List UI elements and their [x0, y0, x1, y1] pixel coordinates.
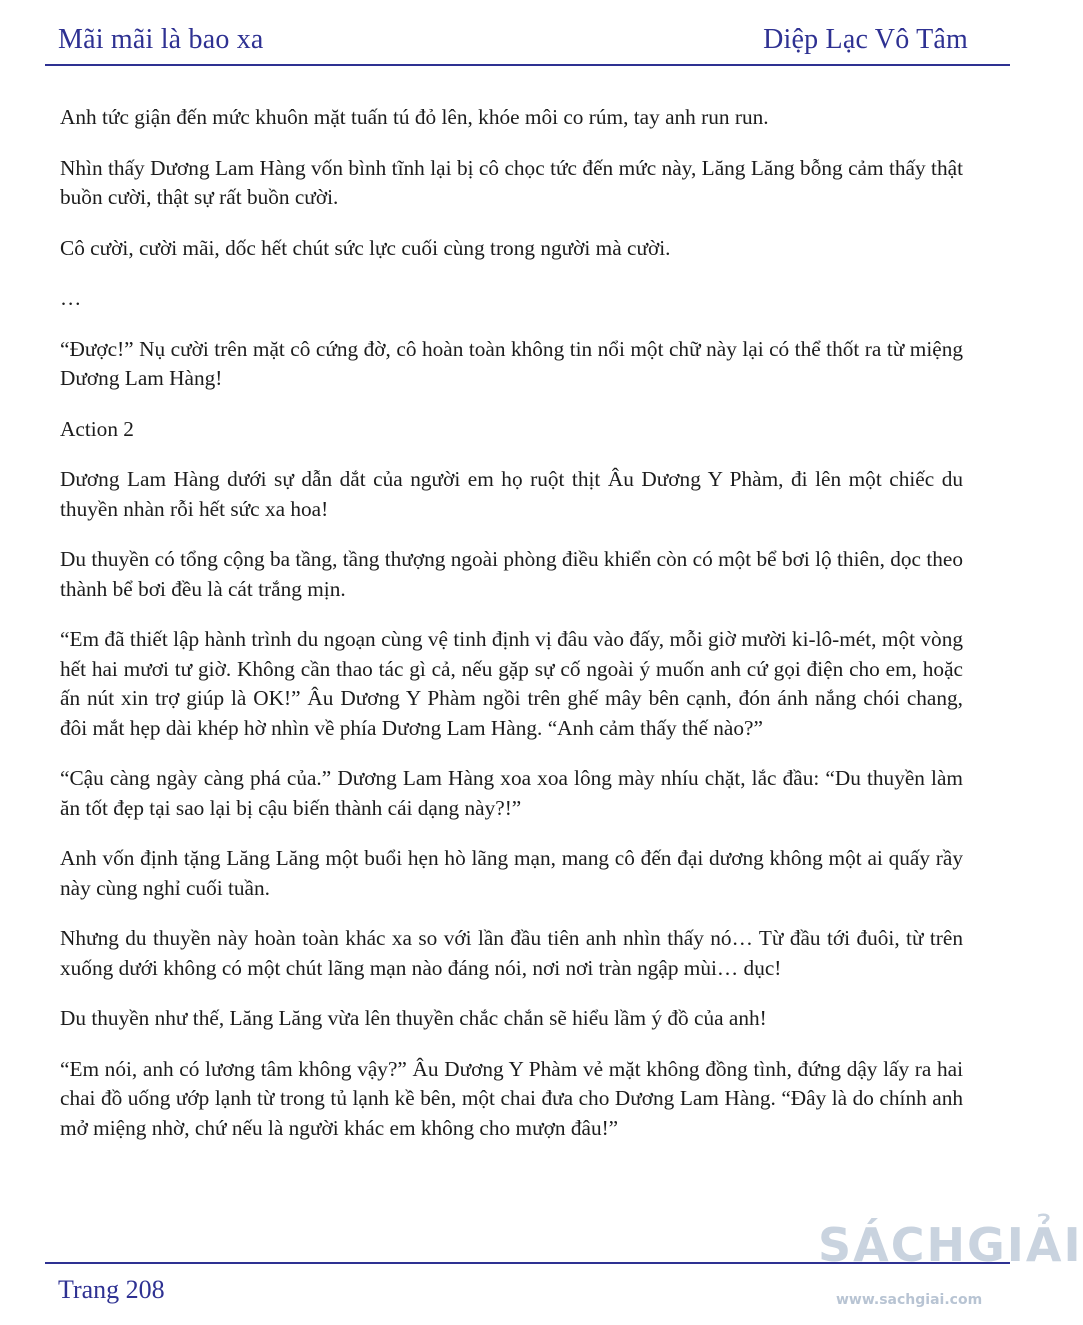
book-title: Mãi mãi là bao xa	[58, 24, 264, 55]
header-divider	[45, 64, 1010, 66]
paragraph-5: “Được!” Nụ cười trên mặt cô cứng đờ, cô hoàn toàn không tin nổi một chữ này lại có thể thốt ra từ miệng Dương Lam Hàng!	[60, 336, 963, 390]
section-heading: Action 2	[60, 416, 134, 441]
ellipsis-separator: …	[60, 286, 82, 310]
paragraph-11: Anh vốn định tặng Lăng Lăng một buổi hẹn hò lãng mạn, mang cô đến đại dương không một ai quấy rầy này cùng nghỉ cuối tuần.	[60, 846, 963, 900]
paragraph-12: Nhưng du thuyền này hoàn toàn khác xa so với lần đầu tiên anh nhìn thấy nó… Từ đầu tới đuôi, từ trên xuống dưới không có một chút lãng mạn nào đáng nói, nơi nơi tràn ngập mùi… dục!	[60, 926, 963, 980]
paragraph-8: Du thuyền có tổng cộng ba tầng, tầng thượng ngoài phòng điều khiển còn có một bể bơi lộ thiên, dọc theo thành bể bơi đều là cát trắng mịn.	[60, 547, 963, 601]
paragraph-14: “Em nói, anh có lương tâm không vậy?” Âu Dương Y Phàm vẻ mặt không đồng tình, đứng dậy lấy ra hai chai đồ uống ướp lạnh từ trong tủ lạnh kề bên, một chai đưa cho Dương Lam Hàng. “Đây là do chính anh mở miệng nhờ, chứ nếu là người khác em không cho mượn đâu!”	[60, 1056, 963, 1140]
watermark	[818, 1218, 1083, 1318]
paragraph-3: Cô cười, cười mãi, dốc hết chút sức lực cuối cùng trong người mà cười.	[60, 235, 671, 260]
page-header	[0, 0, 1024, 66]
page-number: Trang 208	[58, 1275, 165, 1304]
paragraph-7: Dương Lam Hàng dưới sự dẫn dắt của người em họ ruột thịt Âu Dương Y Phàm, đi lên một chiếc du thuyền nhàn rỗi hết sức xa hoa!	[60, 467, 963, 521]
watermark-url: www.sachgiai.com	[836, 1292, 983, 1308]
watermark-logo: SÁCHGIẢI	[818, 1218, 1083, 1272]
paragraph-10: “Cậu càng ngày càng phá của.” Dương Lam Hàng xoa xoa lông mày nhíu chặt, lắc đầu: “Du thuyền làm ăn tốt đẹp tại sao lại bị cậu biến thành cái dạng này?!”	[60, 766, 963, 820]
page-body	[60, 103, 963, 1164]
paragraph-2: Nhìn thấy Dương Lam Hàng vốn bình tĩnh lại bị cô chọc tức đến mức này, Lăng Lăng bỗng cảm thấy thật buồn cười, thật sự rất buồn cười.	[60, 155, 963, 209]
paragraph-13: Du thuyền như thế, Lăng Lăng vừa lên thuyền chắc chắn sẽ hiểu lầm ý đồ của anh!	[60, 1006, 767, 1030]
paragraph-1: Anh tức giận đến mức khuôn mặt tuấn tú đỏ lên, khóe môi co rúm, tay anh run run.	[60, 105, 769, 129]
author-name: Diệp Lạc Vô Tâm	[763, 24, 968, 55]
paragraph-9: “Em đã thiết lập hành trình du ngoạn cùng vệ tinh định vị đâu vào đấy, mỗi giờ mười ki-lô-mét, một vòng hết hai mươi tư giờ. Không cần thao tác gì cả, nếu gặp sự cố ngoài ý muốn anh cứ gọi điện cho em, hoặc ấn nút xin trợ giúp là OK!” Âu Dương Y Phàm ngồi trên ghế mây bên cạnh, đón ánh nắng chói chang, đôi mắt hẹp dài khép hờ nhìn về phía Dương Lam Hàng. “Anh cảm thấy thế nào?”	[60, 627, 963, 740]
